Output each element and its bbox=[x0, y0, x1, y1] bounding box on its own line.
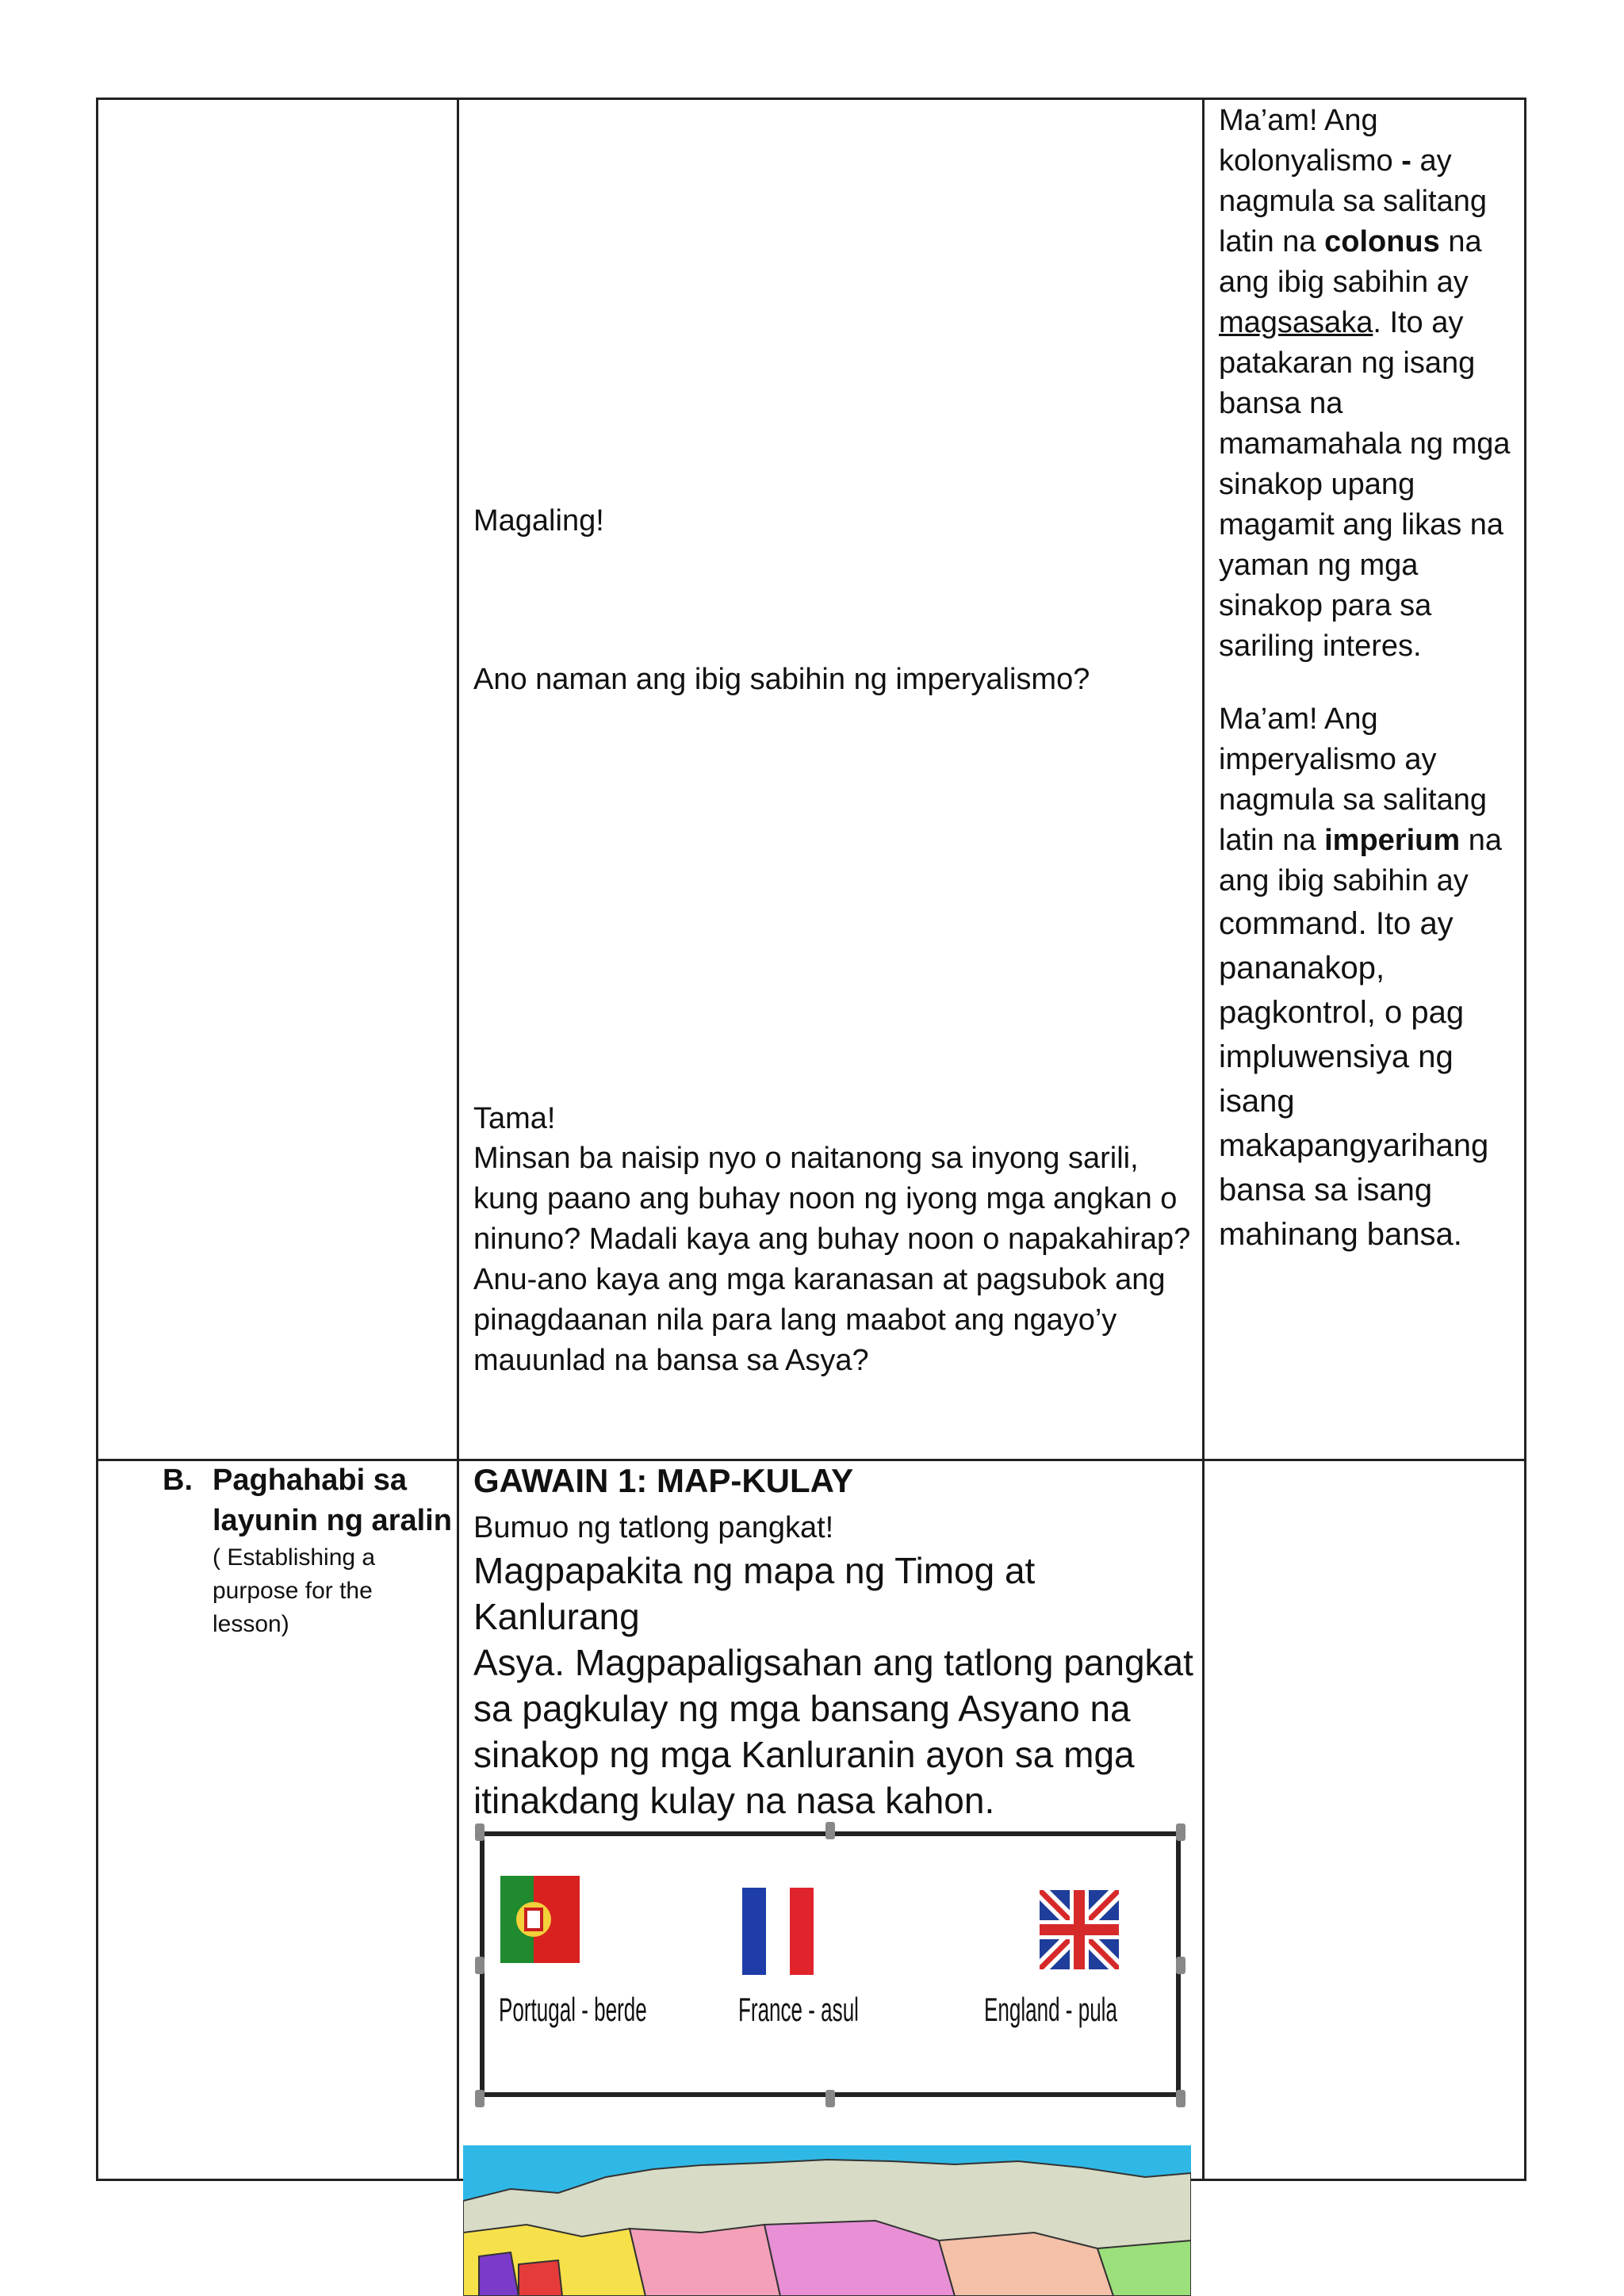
text-line: nagmula sa salitang bbox=[1219, 783, 1487, 817]
table-left-border bbox=[96, 98, 98, 2181]
text-line: sinakop upang bbox=[1219, 468, 1415, 501]
text-line: nagmula sa salitang bbox=[1219, 185, 1487, 218]
text-line: Asya. Magpapaligsahan ang tatlong pangkat bbox=[473, 1642, 1193, 1683]
table-top-border bbox=[96, 98, 1526, 100]
text-line: magamit ang likas na bbox=[1219, 508, 1504, 541]
text-line: kung paano ang buhay noon ng iyong mga angkan o bbox=[473, 1182, 1178, 1215]
section-title bbox=[213, 1460, 454, 1541]
term-magsasaka: magsasaka bbox=[1219, 306, 1373, 339]
section-subtitle bbox=[213, 1541, 454, 1641]
colonialism-answer bbox=[1219, 101, 1520, 667]
text-line: pinagdaanan nila para lang maabot ang ngayo’y bbox=[473, 1303, 1117, 1337]
text-line: impluwensiya ng bbox=[1219, 1039, 1454, 1074]
text-na: na bbox=[1439, 225, 1482, 258]
column-divider-2 bbox=[1202, 98, 1205, 2181]
france-flag-icon bbox=[742, 1888, 814, 1975]
text-line: bansa na bbox=[1219, 387, 1343, 420]
text-line: Paghahabi sa bbox=[213, 1464, 407, 1497]
text-line: Ma’am! Ang bbox=[1219, 702, 1378, 736]
teacher-praise-magaling: Magaling! bbox=[473, 504, 604, 538]
resize-handle[interactable] bbox=[475, 2090, 485, 2107]
text-line: layunin ng aralin bbox=[213, 1504, 452, 1537]
term-imperium: imperium bbox=[1324, 824, 1461, 857]
text-line: itinakdang kulay na nasa kahon. bbox=[473, 1780, 995, 1821]
text-line: sinakop ng mga Kanluranin ayon sa mga bbox=[473, 1734, 1135, 1775]
text-line: sa pagkulay ng mga bansang Asyano na bbox=[473, 1688, 1131, 1729]
legend-label-france: France - asul bbox=[738, 1991, 859, 2028]
text-line: command. Ito ay bbox=[1219, 906, 1454, 941]
teacher-reflection-question bbox=[473, 1138, 1195, 1381]
text-latin-na: latin na bbox=[1219, 225, 1325, 258]
dash: - bbox=[1401, 144, 1420, 178]
table-right-border bbox=[1524, 98, 1526, 2181]
text-line: isang bbox=[1219, 1084, 1295, 1119]
text-line: sariling interes. bbox=[1219, 629, 1422, 663]
activity-title: GAWAIN 1: MAP-KULAY bbox=[473, 1462, 854, 1499]
color-legend-box bbox=[480, 1831, 1181, 2097]
text-line bbox=[1219, 821, 1520, 861]
section-marker: B. bbox=[163, 1464, 193, 1497]
text-line: mamamahala ng mga bbox=[1219, 427, 1511, 461]
text-line: sinakop para sa bbox=[1219, 589, 1432, 622]
resize-handle[interactable] bbox=[1176, 2090, 1185, 2107]
text-na: na bbox=[1460, 824, 1502, 857]
text-latin-na: latin na bbox=[1219, 824, 1325, 857]
text-line: patakaran ng isang bbox=[1219, 346, 1476, 380]
term-colonus: colonus bbox=[1324, 225, 1440, 258]
legend-label-england: England - pula bbox=[984, 1991, 1117, 2028]
resize-handle[interactable] bbox=[475, 1957, 485, 1974]
resize-handle[interactable] bbox=[1176, 1957, 1185, 1974]
text-line: imperyalismo ay bbox=[1219, 743, 1437, 776]
text-ay: ay bbox=[1419, 144, 1452, 178]
asia-map-image bbox=[463, 2145, 1191, 2296]
imperialism-answer bbox=[1219, 699, 1520, 1257]
text-line: pananakop, bbox=[1219, 951, 1385, 985]
portugal-flag-icon bbox=[500, 1876, 580, 1963]
teacher-question-imperialism: Ano naman ang ibig sabihin ng imperyalismo? bbox=[473, 663, 1090, 696]
text-line: ang ibig sabihin ay bbox=[1219, 864, 1469, 897]
resize-handle[interactable] bbox=[825, 1822, 835, 1839]
text-line: ninuno? Madali kaya ang buhay noon o napakahirap? bbox=[473, 1223, 1191, 1256]
england-flag-icon bbox=[1040, 1890, 1119, 1969]
text-line: makapangyarihang bbox=[1219, 1128, 1489, 1163]
text-line: ang ibig sabihin ay bbox=[1219, 266, 1469, 299]
text-line: Anu-ano kaya ang mga karanasan at pagsubok ang bbox=[473, 1263, 1166, 1296]
column-divider-1 bbox=[457, 98, 459, 2181]
text-line bbox=[1219, 141, 1520, 182]
text-line: bansa sa isang bbox=[1219, 1173, 1433, 1207]
legend-label-portugal: Portugal - berde bbox=[499, 1991, 647, 2028]
teacher-praise-tama: Tama! bbox=[473, 1102, 556, 1135]
text-line: mahinang bansa. bbox=[1219, 1217, 1462, 1252]
resize-handle[interactable] bbox=[1176, 1823, 1185, 1841]
text-line: Minsan ba naisip nyo o naitanong sa inyong sarili, bbox=[473, 1142, 1139, 1175]
text-line: purpose for the bbox=[213, 1578, 373, 1604]
text-line: lesson) bbox=[213, 1611, 289, 1637]
text-line: yaman ng mga bbox=[1219, 549, 1419, 582]
text-line: pagkontrol, o pag bbox=[1219, 995, 1465, 1030]
activity-instruction: Bumuo ng tatlong pangkat! bbox=[473, 1511, 834, 1544]
text-line: ( Establishing a bbox=[213, 1544, 376, 1571]
activity-description bbox=[473, 1548, 1195, 1823]
text-line: mauunlad na bansa sa Asya? bbox=[473, 1344, 869, 1377]
term-kolonyalismo: kolonyalismo bbox=[1219, 144, 1402, 178]
text-line bbox=[1219, 222, 1520, 262]
text-line: Ma’am! Ang bbox=[1219, 104, 1378, 137]
text-line: Magpapakita ng mapa ng Timog at Kanlurang bbox=[473, 1550, 1036, 1637]
text-line bbox=[1219, 303, 1520, 343]
resize-handle[interactable] bbox=[825, 2090, 835, 2107]
text-ito-ay: . Ito ay bbox=[1373, 306, 1464, 339]
resize-handle[interactable] bbox=[475, 1823, 485, 1841]
